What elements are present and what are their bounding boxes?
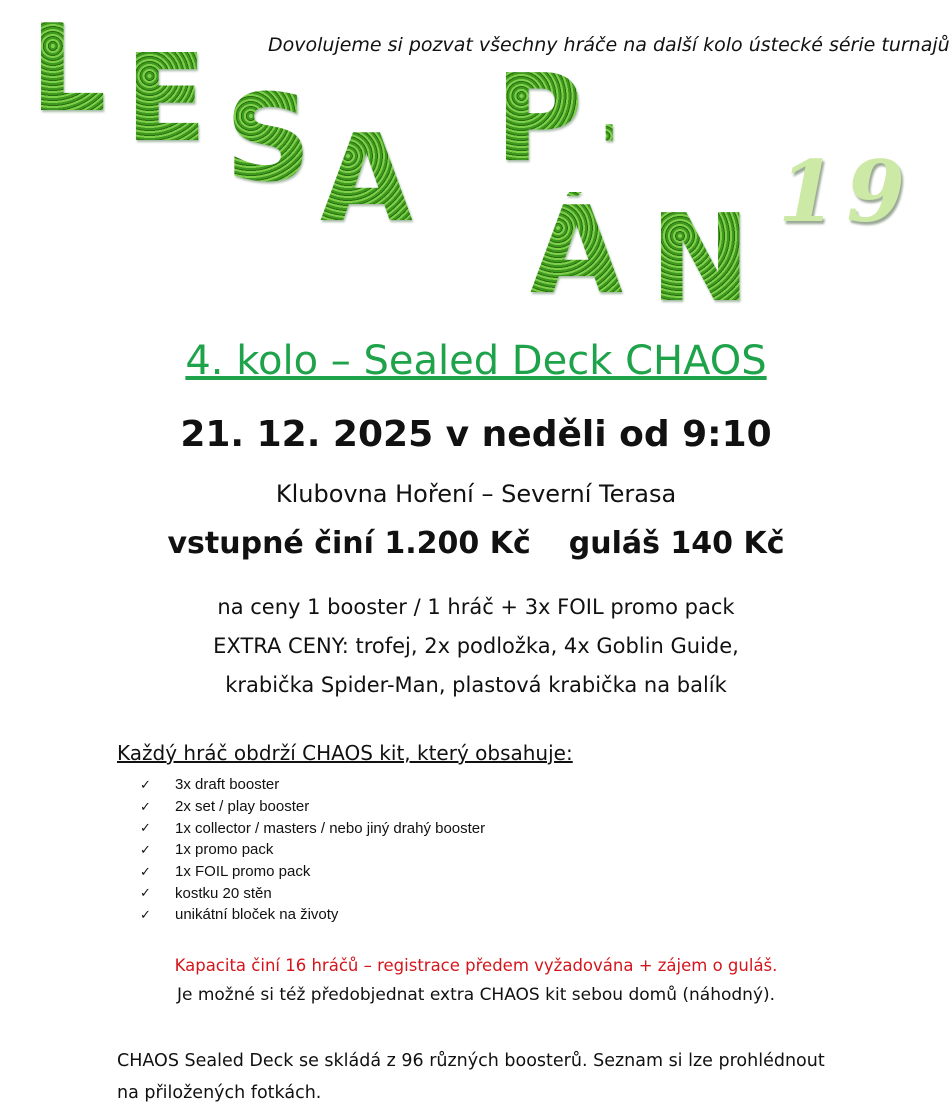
kit-heading: Každý hráč obdrží CHAOS kit, který obsahuje:	[117, 741, 573, 765]
logo-letter-a: A	[320, 110, 413, 249]
logo-apostrophe: '	[600, 113, 619, 183]
list-item-label: unikátní bloček na životy	[175, 906, 339, 924]
logo-letter-n: N	[650, 190, 751, 329]
list-item	[140, 796, 485, 818]
list-item-label: 1x FOIL promo pack	[175, 863, 311, 881]
goulash-price: guláš 140 Kč	[568, 526, 785, 561]
list-item-label: 3x draft booster	[175, 776, 280, 794]
event-date: 21. 12. 2025 v neděli od 9:10	[180, 414, 772, 455]
kit-list	[140, 774, 485, 926]
logo-letter-e: E	[125, 30, 207, 169]
list-item-label: 2x set / play booster	[175, 798, 310, 816]
list-item	[140, 861, 485, 883]
logo-letter-a-acute: Á	[530, 182, 623, 321]
list-item-label: 1x collector / masters / nebo jiný drahý booster	[175, 819, 486, 837]
logo-letter-s: S	[225, 70, 312, 209]
check-icon: ✓	[140, 906, 151, 922]
venue: Klubovna Hoření – Severní Terasa	[275, 480, 677, 508]
prizes	[0, 588, 952, 705]
list-item	[140, 774, 485, 796]
list-item	[140, 817, 485, 839]
intro-text: Dovolujeme si pozvat všechny hráče na další kolo ústecké série turnajů	[268, 34, 950, 56]
check-icon: ✓	[140, 776, 151, 792]
list-item	[140, 839, 485, 861]
logo-letter-p: P	[495, 50, 583, 189]
round-title: 4. kolo – Sealed Deck CHAOS	[185, 338, 767, 384]
list-item	[140, 904, 485, 926]
logo-number: 19	[778, 142, 915, 241]
fees	[0, 526, 952, 561]
list-item	[140, 882, 485, 904]
footer-line: na přiložených fotkách.	[117, 1083, 322, 1103]
check-icon: ✓	[140, 820, 151, 836]
footer-note	[117, 1045, 825, 1109]
prize-line: na ceny 1 booster / 1 hráč + 3x FOIL promo pack	[217, 595, 735, 619]
preorder-note: Je možné si též předobjednat extra CHAOS kit sebou domů (náhodný).	[176, 985, 776, 1005]
capacity-notice: Kapacita činí 16 hráčů – registrace předem vyžadována + zájem o guláš.	[174, 956, 778, 975]
check-icon: ✓	[140, 863, 151, 879]
prize-line: krabička Spider-Man, plastová krabička na balík	[225, 673, 727, 697]
list-item-label: 1x promo pack	[175, 841, 274, 859]
prize-line: EXTRA CENY: trofej, 2x podložka, 4x Goblin Guide,	[213, 634, 739, 658]
footer-line: CHAOS Sealed Deck se skládá z 96 různých boosterů. Seznam si lze prohlédnout	[117, 1051, 825, 1071]
logo-letter-l: L	[30, 0, 107, 139]
check-icon: ✓	[140, 798, 151, 814]
check-icon: ✓	[140, 841, 151, 857]
check-icon: ✓	[140, 885, 151, 901]
list-item-label: kostku 20 stěn	[175, 884, 272, 902]
entry-fee: vstupné činí 1.200 Kč	[167, 526, 531, 561]
